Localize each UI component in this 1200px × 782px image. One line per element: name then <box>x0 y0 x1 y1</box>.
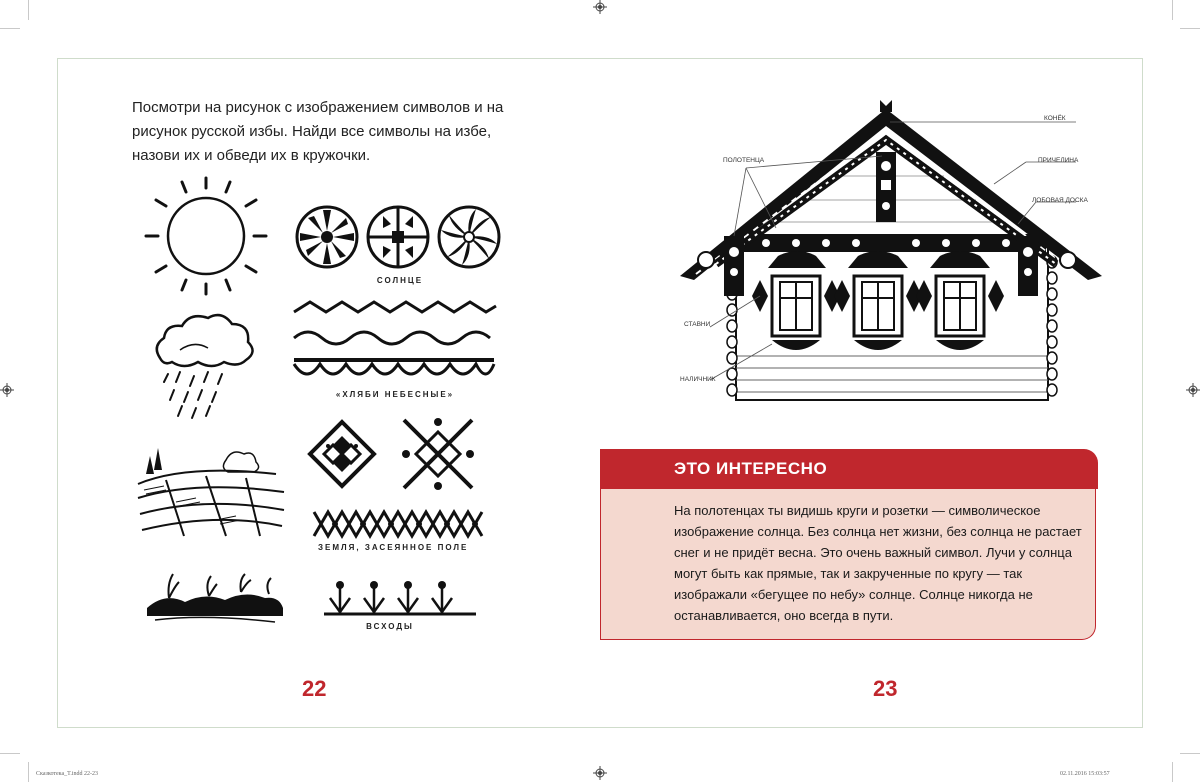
russian-izba-illustration <box>676 96 1106 408</box>
label-stavni: СТАВНИ <box>684 321 711 328</box>
label-konek: КОНЁК <box>1044 115 1066 122</box>
registration-mark-icon <box>1186 383 1200 397</box>
rain-cloud-icon <box>150 310 260 420</box>
registration-mark-icon <box>0 383 14 397</box>
field-cross-icon <box>398 414 478 494</box>
trim-mark <box>1172 762 1173 782</box>
sprouts-landscape-icon <box>145 568 285 628</box>
page-number-right: 23 <box>873 676 898 701</box>
trim-mark <box>1180 753 1200 754</box>
field-symbol-icon <box>306 418 378 490</box>
sun-rosette-icon <box>294 204 360 270</box>
caption-field: ЗЕМЛЯ, ЗАСЕЯННОЕ ПОЛЕ <box>318 543 469 552</box>
registration-mark-icon <box>593 0 607 14</box>
info-box-text: На полотенцах ты видишь круги и розетки — символическое изображение солнца. Без солнца нет жизни, без солнца не растает снег и не придёт весна. Это очень важный символ. Лучи у солнца могут быть как прямые, так и закрученные по кругу — так изображали «бегущее по небу» солнце. Солнце никогда не останавливается, оно всегда в пути. <box>674 503 1082 623</box>
sun-icon <box>138 176 274 296</box>
footer-timestamp: 02.11.2016 15:03:57 <box>1060 771 1110 777</box>
trim-mark <box>1180 28 1200 29</box>
info-box-title: ЭТО ИНТЕРЕСНО <box>674 459 828 478</box>
registration-mark-icon <box>593 766 607 780</box>
footer-file: Сказкотека_T.indd 22-23 <box>36 771 99 777</box>
sun-rosette-icon <box>365 204 431 270</box>
trim-mark <box>0 753 20 754</box>
trim-mark <box>1172 0 1173 20</box>
label-nalichnik: НАЛИЧНИК <box>680 376 716 383</box>
instruction-text: Посмотри на рисунок с изображением символов и на рисунок русской избы. Найди все символы на избе, назови их и обведи их в кружочки. <box>132 99 504 164</box>
diamond-band-icon <box>312 508 488 540</box>
trim-mark <box>0 28 20 29</box>
label-lobovaya-doska: ЛОБОВАЯ ДОСКА <box>1032 197 1088 204</box>
trim-mark <box>28 0 29 20</box>
page-number-left: 22 <box>302 676 327 701</box>
caption-sprouts: ВСХОДЫ <box>366 622 414 631</box>
waves-pattern-icon <box>290 298 500 390</box>
label-polotentsa: ПОЛОТЕНЦА <box>723 157 765 164</box>
sprouts-symbol-icon <box>322 578 478 618</box>
trim-mark <box>28 762 29 782</box>
sun-rosette-swirl-icon <box>436 204 502 270</box>
caption-sky: «ХЛЯБИ НЕБЕСНЫЕ» <box>335 390 455 399</box>
caption-sun: СОЛНЦЕ <box>376 276 424 285</box>
label-prichelina: ПРИЧЕЛИНА <box>1038 157 1079 164</box>
field-landscape-icon <box>136 440 286 540</box>
